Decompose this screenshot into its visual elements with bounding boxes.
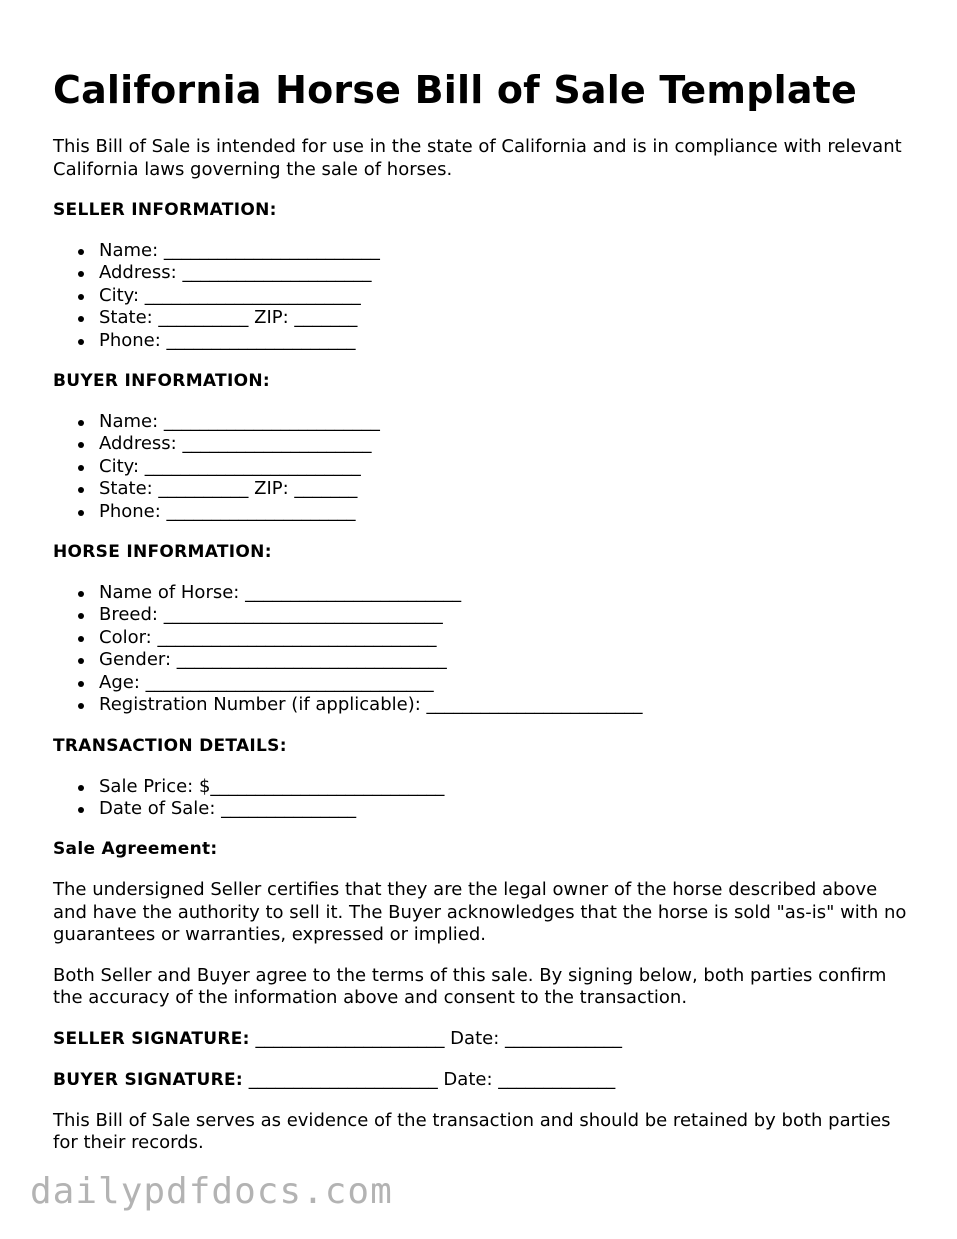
seller-state-zip-field[interactable]: State: __________ ZIP: _______ [99, 307, 913, 329]
horse-color-field[interactable]: Color: _______________________________ [99, 627, 913, 649]
seller-city-field[interactable]: City: ________________________ [99, 285, 913, 307]
sale-date-field[interactable]: Date of Sale: _______________ [99, 798, 913, 820]
buyer-heading: BUYER INFORMATION: [53, 371, 270, 392]
seller-signature-label: SELLER SIGNATURE: [53, 1028, 250, 1049]
buyer-state-zip-field[interactable]: State: __________ ZIP: _______ [99, 478, 913, 500]
buyer-signature-line[interactable] [53, 1069, 913, 1091]
seller-signature-line[interactable] [53, 1028, 913, 1050]
seller-name-field[interactable]: Name: ________________________ [99, 240, 913, 262]
transaction-list [53, 776, 913, 821]
buyer-phone-field[interactable]: Phone: _____________________ [99, 501, 913, 523]
horse-heading: HORSE INFORMATION: [53, 542, 272, 563]
document-page [53, 66, 913, 1173]
horse-age-field[interactable]: Age: ________________________________ [99, 672, 913, 694]
agreement-paragraph-1: The undersigned Seller certifies that they are the legal owner of the horse described above and have the authority to sell it. The Buyer acknowledges that the horse is sold "as-is" with no guarantees or warranties, expressed or implied. [53, 879, 907, 946]
seller-heading: SELLER INFORMATION: [53, 200, 277, 220]
horse-breed-field[interactable]: Breed: _______________________________ [99, 604, 913, 626]
buyer-signature-label: BUYER SIGNATURE: [53, 1069, 243, 1090]
horse-list [53, 582, 913, 716]
buyer-address-field[interactable]: Address: _____________________ [99, 433, 913, 455]
seller-list [53, 240, 913, 352]
horse-name-field[interactable]: Name of Horse: ________________________ [99, 582, 913, 604]
closing-paragraph: This Bill of Sale serves as evidence of the transaction and should be retained by both parties for their records. [53, 1109, 891, 1154]
buyer-name-field[interactable]: Name: ________________________ [99, 411, 913, 433]
transaction-heading: TRANSACTION DETAILS: [53, 735, 287, 756]
seller-signature-blank[interactable]: _____________________ Date: _____________ [249, 1027, 622, 1049]
buyer-city-field[interactable]: City: ________________________ [99, 456, 913, 478]
sale-price-field[interactable]: Sale Price: $__________________________ [99, 776, 913, 798]
agreement-heading: Sale Agreement: [53, 839, 218, 860]
intro-paragraph: This Bill of Sale is intended for use in the state of California and is in compliance with relevant California laws governing the sale of horses. [53, 136, 902, 180]
seller-address-field[interactable]: Address: _____________________ [99, 262, 913, 284]
horse-gender-field[interactable]: Gender: ______________________________ [99, 649, 913, 671]
page-title: California Horse Bill of Sale Template [53, 68, 858, 112]
seller-phone-field[interactable]: Phone: _____________________ [99, 330, 913, 352]
buyer-list [53, 411, 913, 523]
agreement-paragraph-2: Both Seller and Buyer agree to the terms of this sale. By signing below, both parties confirm the accuracy of the information above and consent to the transaction. [53, 964, 887, 1009]
buyer-signature-blank[interactable]: _____________________ Date: _____________ [242, 1068, 616, 1090]
horse-registration-field[interactable]: Registration Number (if applicable): ________________________ [99, 694, 913, 716]
watermark-text: dailypdfdocs.com [30, 1171, 393, 1212]
